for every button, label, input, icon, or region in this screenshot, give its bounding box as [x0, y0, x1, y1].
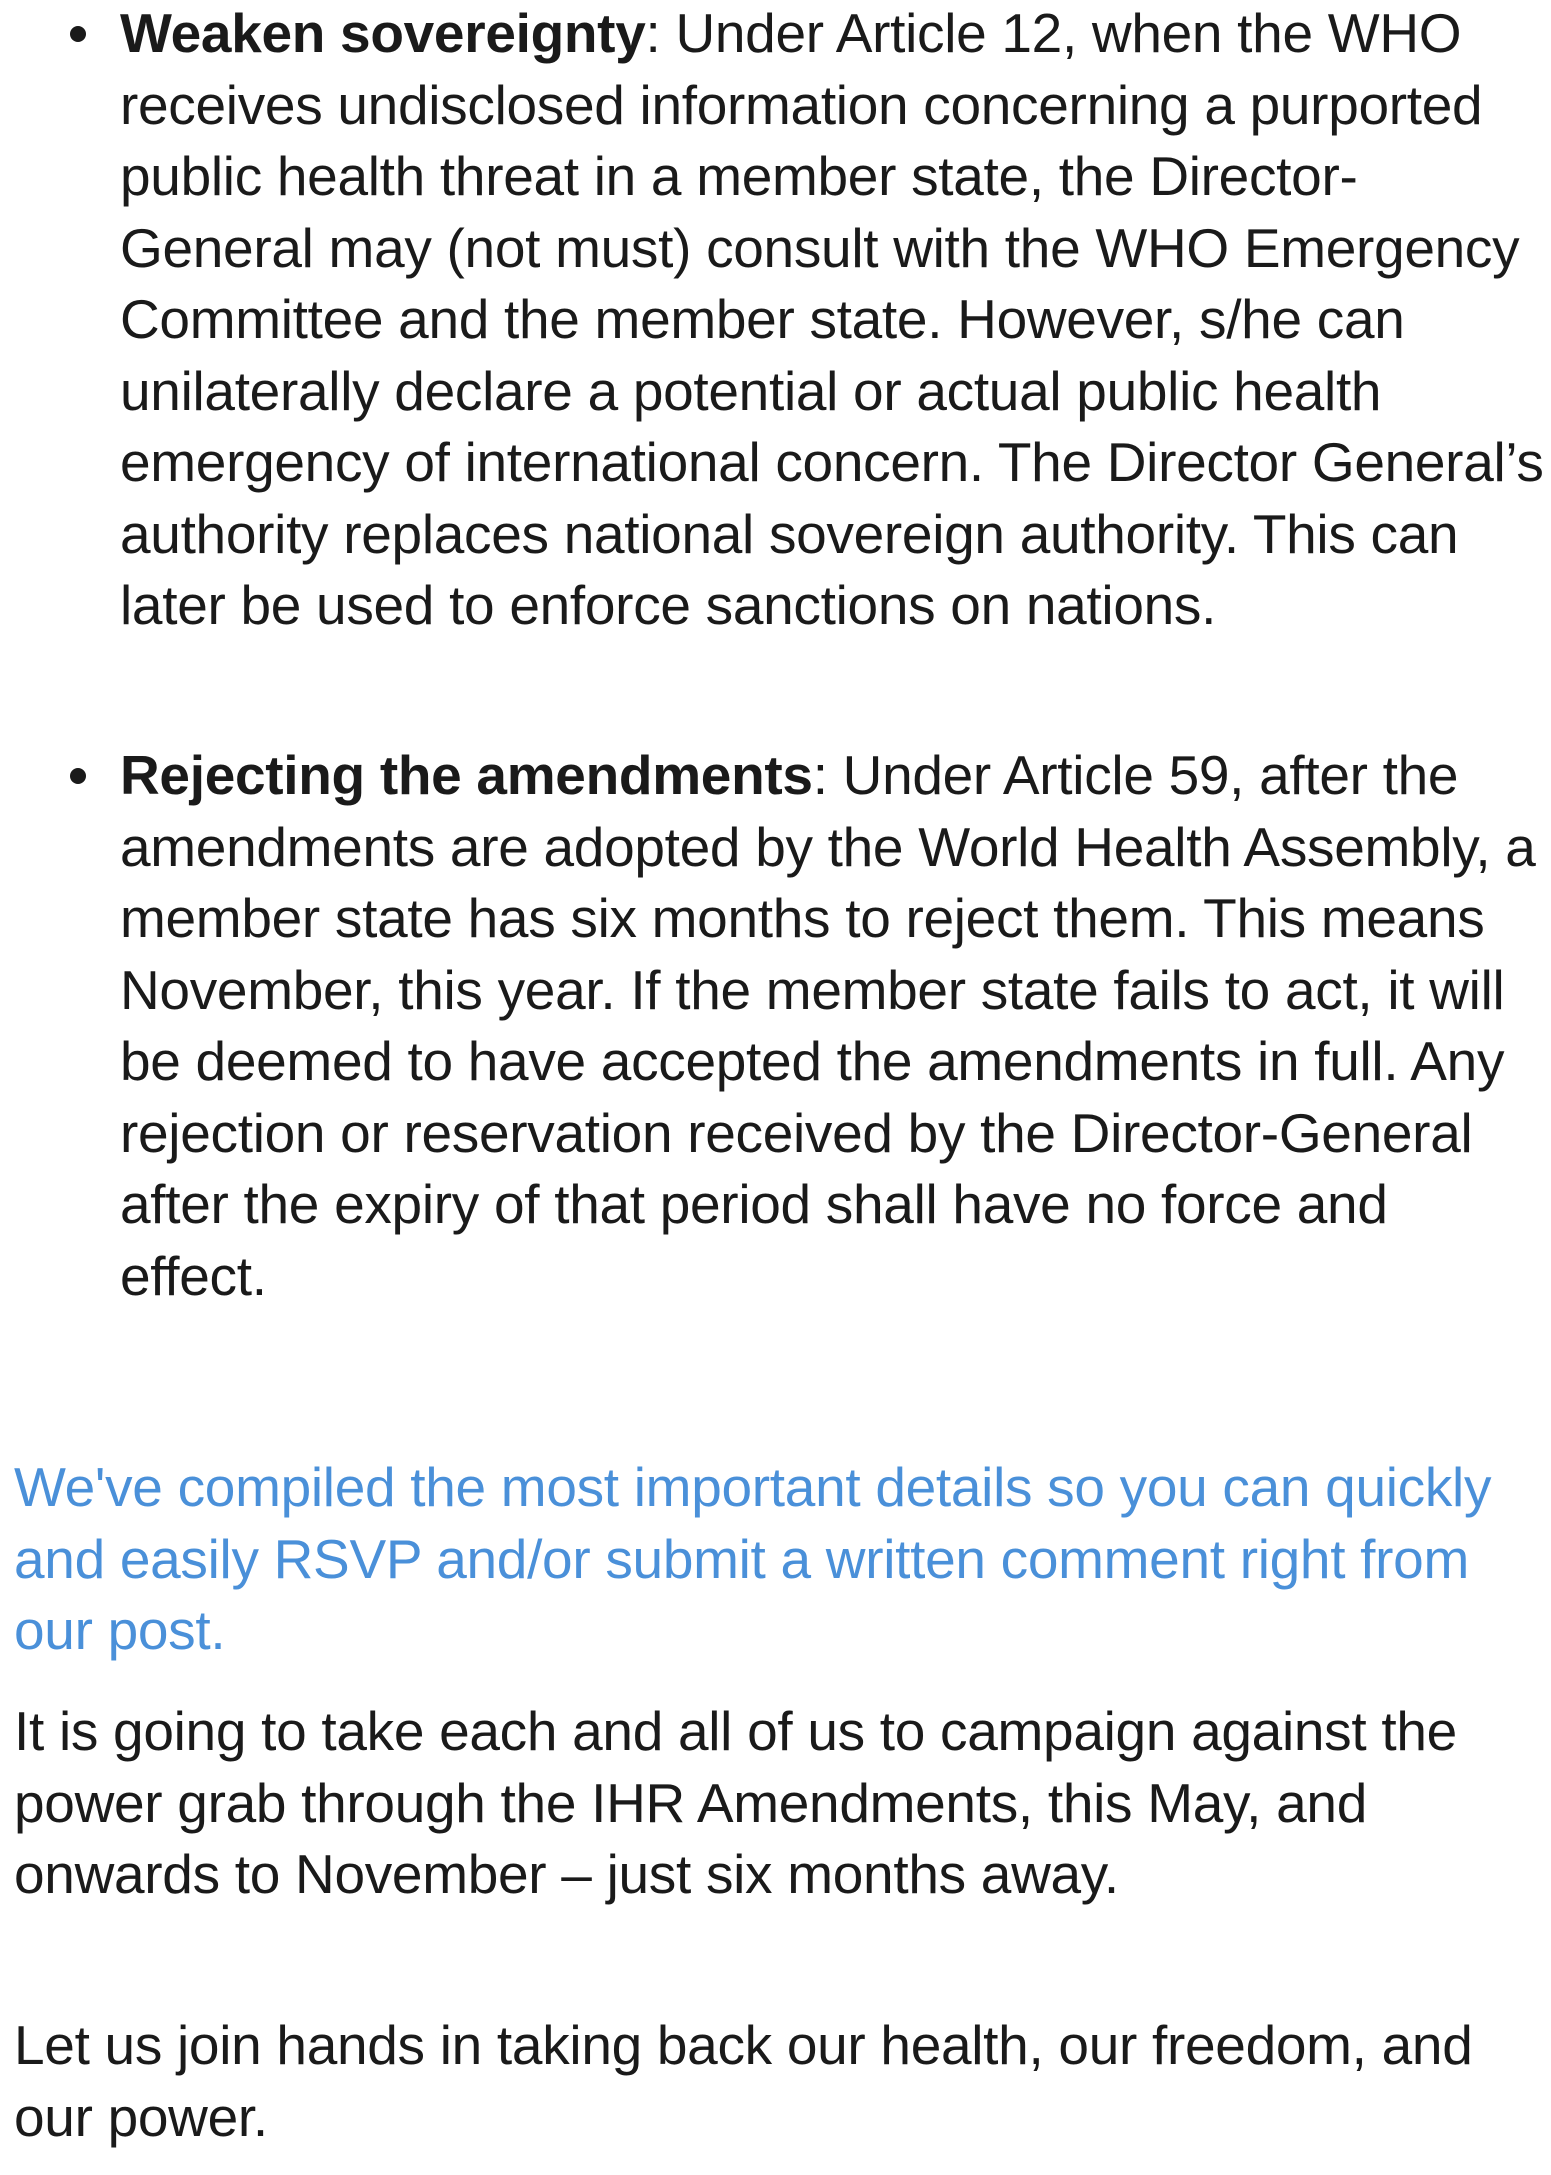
bullet-heading: Rejecting the amendments [120, 744, 813, 806]
list-item [120, 740, 1545, 1312]
bullet-heading: Weaken sovereignty [120, 2, 646, 64]
rsvp-link-paragraph[interactable]: We've compiled the most important details so you can quickly and easily RSVP and/or submit a written comment right from our post. [14, 1456, 1492, 1661]
bullet-dot-icon [70, 26, 86, 42]
closing-paragraph: Let us join hands in taking back our health, our freedom, and our power. [14, 2014, 1473, 2148]
bullet-body: : Under Article 12, when the WHO receives undisclosed information concerning a purported public health threat in a member state, the Director-General may (not must) consult with the WHO Emergency Committee and the member state. However, s/he can unilaterally declare a potential or actual public health emergency of international concern. The Director General’s authority replaces national sovereign authority. This can later be used to enforce sanctions on nations. [120, 2, 1544, 636]
campaign-paragraph: It is going to take each and all of us to campaign against the power grab through the IHR Amendments, this May, and onwards to November – just six months away. [14, 1700, 1457, 1905]
bullet-dot-icon [70, 768, 86, 784]
bullet-body: : Under Article 59, after the amendments are adopted by the World Health Assembly, a member state has six months to reject them. This means November, this year. If the member state fails to act, it will be deemed to have accepted the amendments in full. Any rejection or reservation received by the Director-General after the expiry of that period shall have no force and effect. [120, 744, 1536, 1307]
list-item [120, 0, 1545, 642]
